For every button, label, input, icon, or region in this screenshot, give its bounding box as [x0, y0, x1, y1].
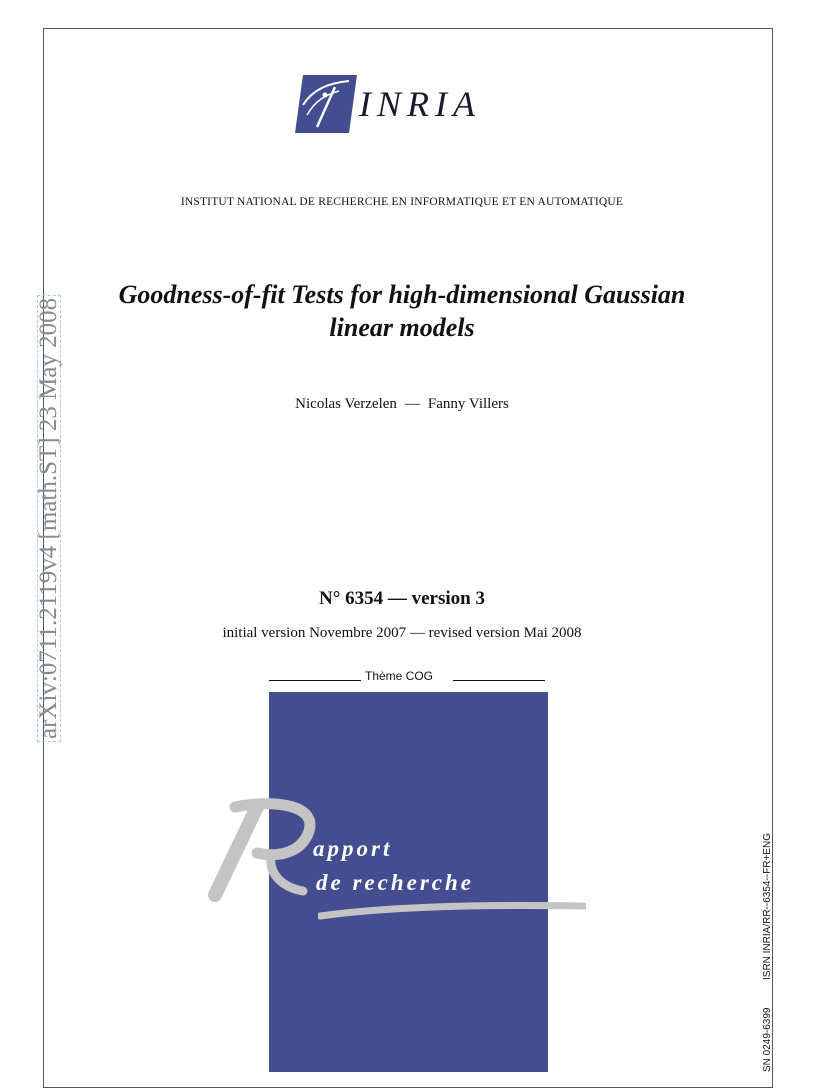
version-history: initial version Novembre 2007 — revised version Mai 2008: [222, 625, 582, 641]
issn-code: SN 0249-6399: [762, 1007, 773, 1072]
rapport-wordmark: apport: [313, 836, 393, 861]
swoosh-underline: [318, 896, 586, 920]
title-line-2: linear models: [329, 313, 475, 342]
theme-rule-right: [453, 680, 545, 681]
title-line-1: Goodness-of-fit Tests for high-dimensional Gaussian: [118, 280, 686, 309]
rapport-r-icon: [205, 795, 325, 905]
author-name: Fanny Villers: [427, 396, 509, 412]
theme-label: Thème COG: [365, 669, 434, 683]
author-name: Nicolas Verzelen: [295, 396, 397, 412]
author-list: [0, 396, 804, 413]
paper-title: [60, 278, 744, 344]
logo-wordmark: INRIA: [359, 84, 481, 124]
isrn-code: ISRN INRIA/RR--6354--FR+ENG: [762, 833, 773, 980]
arxiv-identifier: arXiv:0711.2119v4 [math.ST] 23 May 2008: [37, 295, 61, 742]
recherche-wordmark: de recherche: [316, 870, 474, 895]
theme-rule-left: [269, 680, 361, 681]
institute-name: INSTITUT NATIONAL DE RECHERCHE EN INFORMATIQUE ET EN AUTOMATIQUE: [180, 196, 624, 208]
theme-row: [269, 668, 545, 688]
report-number: N° 6354 — version 3: [319, 588, 485, 609]
inria-bird-icon: [295, 75, 357, 133]
author-separator: —: [404, 396, 420, 412]
